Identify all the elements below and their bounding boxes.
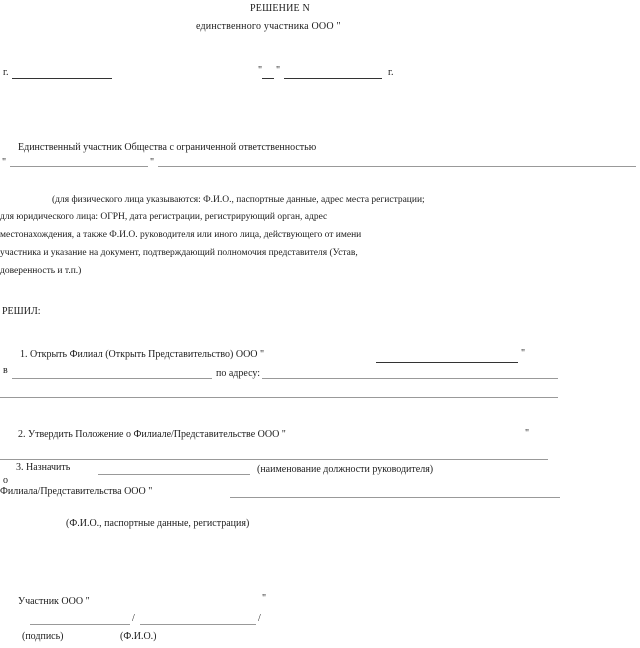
signature-slash-2: /: [258, 613, 261, 624]
item-1-city-field-line[interactable]: [12, 378, 212, 379]
item-2-field-line[interactable]: [0, 459, 548, 460]
item-3-position-label: (наименование должности руководителя): [257, 464, 434, 475]
date-quote-open: ": [258, 65, 263, 76]
signature-participant-label: Участник ООО ": [18, 596, 90, 607]
item-1-address-field-line-a[interactable]: [262, 378, 558, 379]
item-3-prefix: о: [3, 475, 8, 486]
item-3-position-field-line[interactable]: [98, 474, 250, 475]
signature-name-field-line[interactable]: [140, 624, 256, 625]
date-quote-close: ": [276, 65, 281, 76]
item-1-address-field-line-b[interactable]: [0, 397, 558, 398]
note-line-1: (для физического лица указываются: Ф.И.О., паспортные данные, адрес места регистрации;: [52, 195, 425, 205]
item-1-quote-close: ": [521, 348, 526, 359]
preamble-quote-open: ": [2, 157, 7, 168]
city-prefix: г.: [3, 67, 9, 78]
participant-field-line[interactable]: [158, 166, 636, 167]
note-line-2: для юридического лица: ОГРН, дата регистрации, регистрирующий орган, адрес: [0, 212, 328, 222]
signature-sign-label: (подпись): [22, 631, 64, 642]
signature-name-label: (Ф.И.О.): [120, 631, 157, 642]
company-name-field-line[interactable]: [10, 166, 148, 167]
note-line-5: доверенность и т.п.): [0, 266, 82, 276]
item-2-text: 2. Утвердить Положение о Филиале/Представительстве ООО ": [18, 429, 286, 440]
year-suffix: г.: [388, 67, 394, 78]
item-1-address-label: по адресу:: [216, 368, 261, 379]
item-1-prefix: в: [3, 365, 8, 376]
preamble-quote-close: ": [150, 157, 155, 168]
item-3-name-field-line[interactable]: [230, 497, 560, 498]
item-3-details-label: (Ф.И.О., паспортные данные, регистрация): [66, 518, 250, 529]
item-1-company-field-line[interactable]: [376, 362, 518, 363]
note-line-4: участника и указание на документ, подтверждающий полномочия представителя (Устав,: [0, 248, 358, 258]
item-3-text: 3. Назначить: [16, 462, 71, 473]
item-2-quote-close: ": [525, 428, 530, 439]
signature-slash-1: /: [132, 613, 135, 624]
item-1-text: 1. Открыть Филиал (Открыть Представительство) ООО ": [20, 349, 265, 360]
decided-heading: РЕШИЛ:: [2, 306, 41, 317]
preamble-text: Единственный участник Общества с ограниченной ответственностью: [18, 142, 317, 153]
signature-field-line[interactable]: [30, 624, 130, 625]
day-field-line[interactable]: [262, 78, 274, 79]
signature-quote-close: ": [262, 593, 267, 604]
city-field-line[interactable]: [12, 78, 112, 79]
note-line-3: местонахождения, а также Ф.И.О. руководителя или иного лица, действующего от имени: [0, 230, 362, 240]
document-subtitle: единственного участника ООО ": [196, 21, 341, 32]
month-year-field-line[interactable]: [284, 78, 382, 79]
item-3-branch-label: Филиала/Представительства ООО ": [0, 486, 153, 497]
document-title: РЕШЕНИЕ N: [250, 3, 310, 14]
